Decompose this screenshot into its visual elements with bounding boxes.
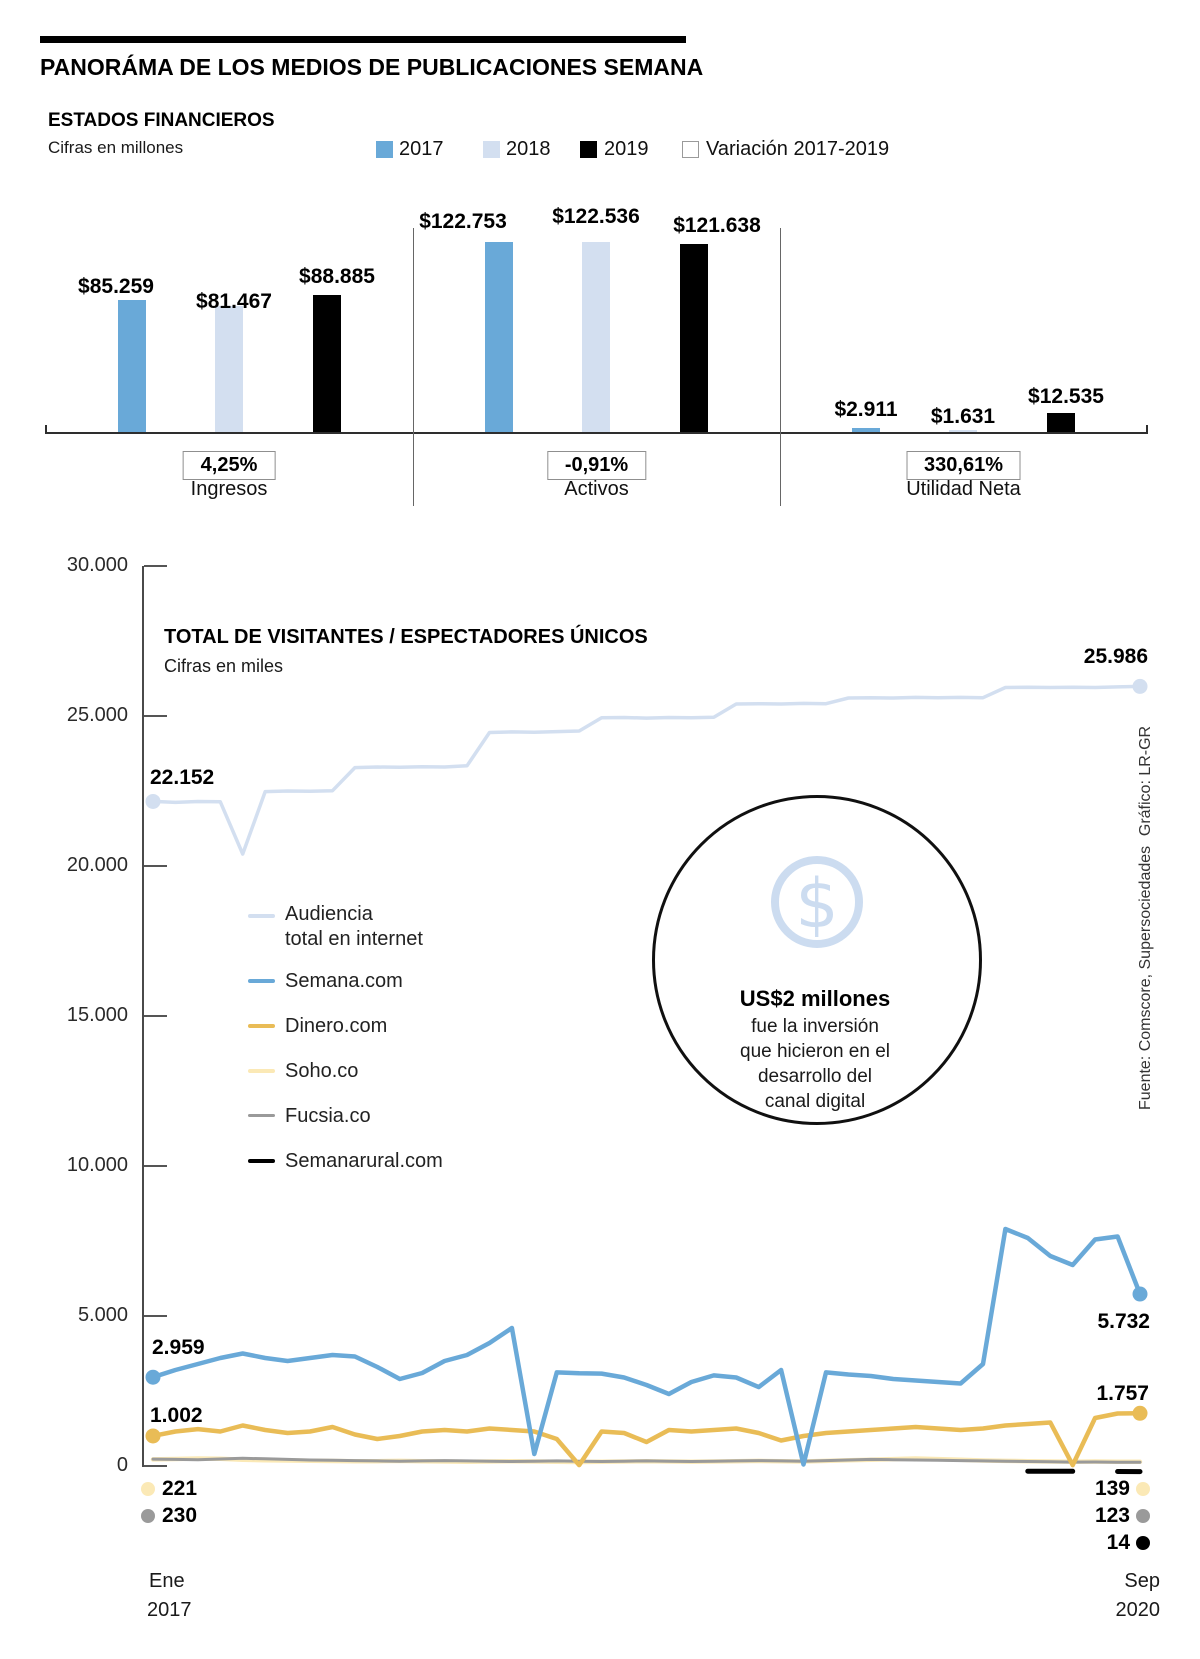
group-label: Ingresos: [190, 478, 268, 500]
endpoint-dot: [141, 1509, 155, 1523]
y-tick-label: 20.000: [66, 854, 128, 876]
series-line-Soho.co: [153, 1459, 1140, 1463]
y-tick: [144, 865, 167, 866]
legend-line-Audiencia total en internet: [248, 914, 275, 918]
bar-2018-Ingresos: [215, 306, 243, 433]
legend-swatch-2017: [376, 141, 393, 158]
legend-label: Semanarural.com: [285, 1150, 443, 1172]
series-line-Semana.com: [153, 1229, 1140, 1465]
y-tick: [144, 1315, 167, 1316]
x-axis-start-month: Ene: [149, 1570, 185, 1592]
series-start-label-Dinero.com: 1.002: [150, 1404, 203, 1427]
endpoint-value: 230: [162, 1504, 198, 1527]
y-tick-label: 5.000: [77, 1304, 128, 1326]
endpoint-dot: [1136, 1509, 1150, 1523]
page-title: PANORÁMA DE LOS MEDIOS DE PUBLICACIONES SEMANA: [40, 54, 704, 80]
legend-label-variacion: Variación 2017-2019: [706, 138, 890, 160]
series-start-label-Semana.com: 2.959: [152, 1336, 205, 1359]
endpoint-dot: [1136, 1482, 1150, 1496]
y-tick-label: 10.000: [66, 1154, 128, 1176]
annotation-line: que hicieron en el: [740, 1041, 890, 1062]
y-tick: [144, 1165, 167, 1166]
legend-swatch-2018: [483, 141, 500, 158]
series-line-Audiencia total en internet: [153, 686, 1140, 854]
financials-heading: ESTADOS FINANCIEROS: [48, 110, 275, 131]
y-tick: [144, 565, 167, 566]
source-credit: Fuente: Comscore, Supersociedades: [1137, 845, 1154, 1110]
annotation-line: desarrollo del: [757, 1066, 873, 1087]
group-label: Utilidad Neta: [906, 478, 1021, 500]
series-endpoint-dot-Dinero.com: [146, 1428, 161, 1443]
bar-axis: [45, 432, 1148, 434]
legend-label: Audiencia: [285, 903, 373, 925]
group-label: Activos: [564, 478, 629, 500]
group-divider: [413, 228, 414, 506]
bar-value-label: $12.535: [1028, 385, 1104, 409]
graphic-credit: Gráfico: LR-GR: [1137, 725, 1154, 837]
series-end-label-Dinero.com: 1.757: [1096, 1382, 1149, 1405]
annotation-line: fue la inversión: [751, 1016, 879, 1037]
visitors-chart-subtitle: Cifras en miles: [164, 656, 284, 676]
bar-value-label: $122.753: [419, 209, 507, 233]
endpoint-dot: [1136, 1536, 1150, 1550]
group-divider: [780, 228, 781, 506]
x-axis-end-month: Sep: [1124, 1570, 1160, 1592]
legend-label: Soho.co: [285, 1060, 359, 1082]
endpoint-dot: [141, 1482, 155, 1496]
y-tick-label: 0: [116, 1454, 128, 1476]
bar-value-label: $1.631: [930, 405, 996, 429]
bar-value-label: $122.536: [552, 205, 640, 229]
series-start-label-Audiencia total en internet: 22.152: [150, 766, 215, 789]
legend-line-Fucsia.co: [248, 1114, 275, 1117]
legend-line-Semanarural.com: [248, 1159, 275, 1163]
top-rule: [40, 36, 686, 43]
bar-2019-Ingresos: [313, 295, 341, 433]
x-axis-end-year: 2020: [1115, 1599, 1160, 1621]
bar-value-label: $121.638: [673, 213, 761, 237]
series-endpoint-dot-Semana.com: [1133, 1287, 1148, 1302]
legend-label: Fucsia.co: [285, 1105, 371, 1127]
bar-axis-tick: [45, 425, 47, 433]
bar-value-label: $2.911: [834, 398, 898, 422]
series-line-Dinero.com: [153, 1413, 1140, 1465]
bar-2018-Activos: [582, 242, 610, 433]
variation-box: 330,61%: [906, 451, 1021, 480]
bar-2017-Ingresos: [118, 300, 146, 433]
legend-label: total en internet: [285, 928, 423, 950]
y-tick: [144, 1015, 167, 1016]
endpoint-value: 14: [1106, 1531, 1130, 1554]
bar-value-label: $88.885: [299, 264, 375, 288]
endpoint-value: 139: [1094, 1477, 1130, 1500]
legend-line-Semana.com: [248, 979, 275, 983]
bar-2017-Activos: [485, 242, 513, 433]
bar-2019-Utilidad Neta: [1047, 413, 1075, 433]
y-tick-label: 25.000: [66, 704, 128, 726]
annotation-line: canal digital: [764, 1091, 866, 1112]
legend-label-2018: 2018: [506, 138, 551, 160]
bar-axis-tick: [1146, 425, 1148, 433]
legend-label-2017: 2017: [399, 138, 444, 160]
legend-label: Dinero.com: [285, 1015, 388, 1037]
annotation-highlight: US$2 millones: [739, 986, 891, 1011]
series-endpoint-dot-Semana.com: [146, 1370, 161, 1385]
y-tick-label: 30.000: [66, 554, 128, 576]
series-endpoint-dot-Dinero.com: [1133, 1406, 1148, 1421]
endpoint-value: 221: [162, 1477, 198, 1500]
financials-subtitle: Cifras en millones: [48, 138, 184, 157]
legend-line-Dinero.com: [248, 1024, 275, 1028]
series-endpoint-dot-Audiencia total en internet: [146, 794, 161, 809]
y-tick-label: 15.000: [66, 1004, 128, 1026]
legend-swatch-variacion: [682, 141, 699, 158]
dollar-circle-icon: [768, 853, 866, 951]
variation-box: -0,91%: [547, 451, 646, 480]
variation-box: 4,25%: [183, 451, 276, 480]
series-line-Fucsia.co: [153, 1458, 1140, 1462]
bar-value-label: $81.467: [196, 290, 272, 314]
legend-swatch-2019: [580, 141, 597, 158]
series-end-label-Semana.com: 5.732: [1097, 1310, 1150, 1333]
endpoint-value: 123: [1094, 1504, 1130, 1527]
bar-value-label: $85.259: [78, 275, 154, 299]
y-tick: [144, 715, 167, 716]
bar-2019-Activos: [680, 244, 708, 433]
series-endpoint-dot-Audiencia total en internet: [1133, 679, 1148, 694]
x-axis-start-year: 2017: [147, 1599, 192, 1621]
svg-text:$: $: [795, 865, 839, 944]
visitors-chart-title: TOTAL DE VISITANTES / ESPECTADORES ÚNICOS: [164, 626, 648, 648]
legend-label: Semana.com: [285, 970, 403, 992]
series-end-label-Audiencia total en internet: 25.986: [1083, 645, 1148, 668]
legend-label-2019: 2019: [604, 138, 649, 160]
y-tick: [144, 1465, 167, 1466]
legend-line-Soho.co: [248, 1069, 275, 1073]
